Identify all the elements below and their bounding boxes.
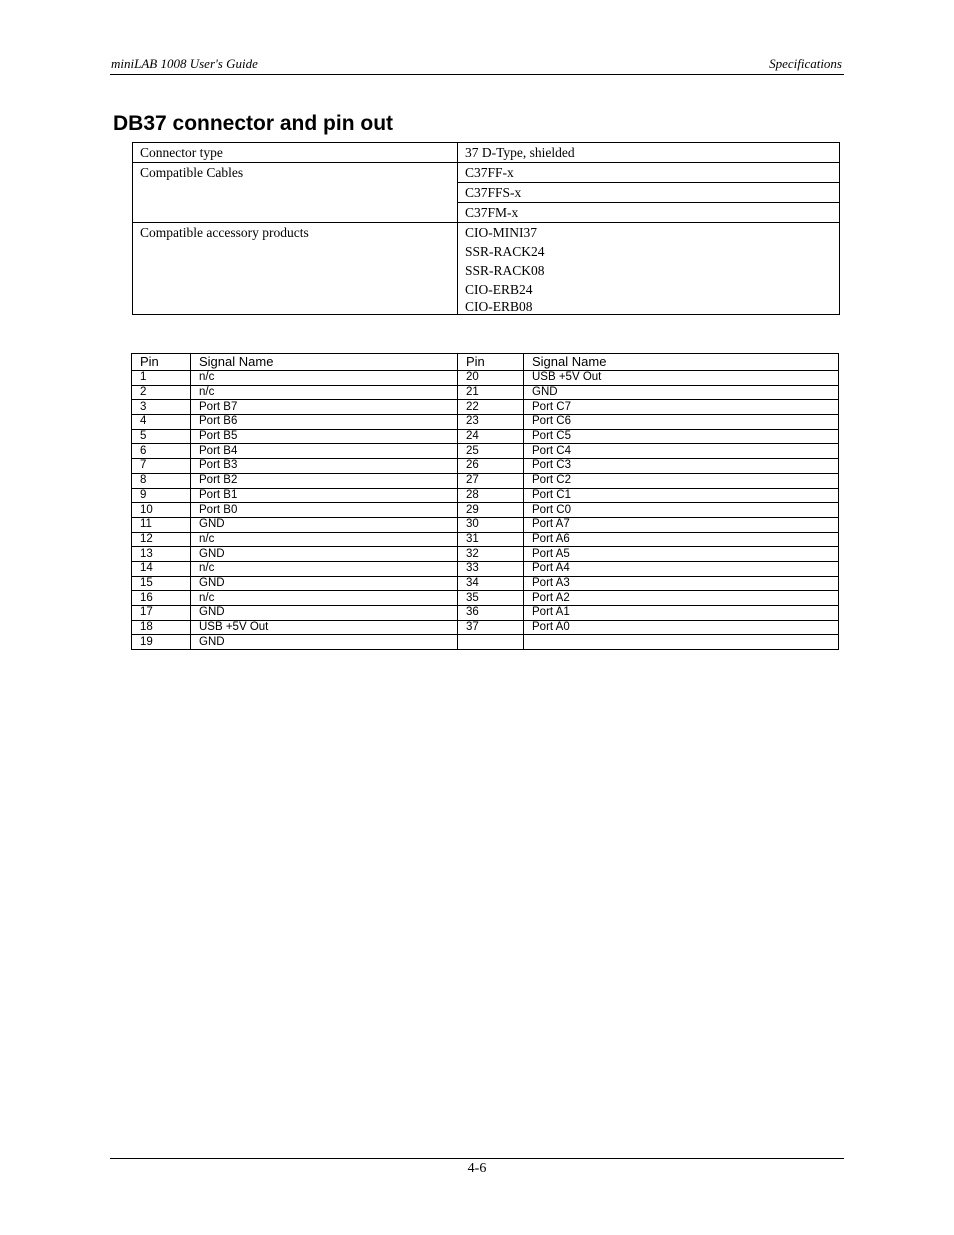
signal-name: Port C0 xyxy=(524,503,839,518)
pin-number: 32 xyxy=(458,547,524,562)
table-row xyxy=(132,503,839,518)
table-row xyxy=(132,547,839,562)
signal-name: Port C7 xyxy=(524,400,839,415)
pin-number: 35 xyxy=(458,591,524,606)
pin-number: 23 xyxy=(458,415,524,430)
table-row xyxy=(132,400,839,415)
signal-name: Port C2 xyxy=(524,473,839,488)
pin-number: 36 xyxy=(458,606,524,621)
pin-number: 31 xyxy=(458,532,524,547)
table-row xyxy=(132,635,839,650)
signal-name: Port A2 xyxy=(524,591,839,606)
signal-name: Port A0 xyxy=(524,620,839,635)
col-header-pin: Pin xyxy=(132,354,191,371)
pin-number: 34 xyxy=(458,576,524,591)
col-header-signal: Signal Name xyxy=(191,354,458,371)
pin-number: 25 xyxy=(458,444,524,459)
accessory-item: CIO-ERB08 xyxy=(465,299,533,314)
table-row xyxy=(132,576,839,591)
cable-value: C37FFS-x xyxy=(458,183,840,203)
signal-name: Port A6 xyxy=(524,532,839,547)
table-row xyxy=(132,488,839,503)
signal-name: Port B5 xyxy=(191,429,458,444)
header-guide-title: miniLAB 1008 User's Guide xyxy=(111,56,258,71)
signal-name: Port A5 xyxy=(524,547,839,562)
pin-number: 13 xyxy=(132,547,191,562)
signal-name: Port B0 xyxy=(191,503,458,518)
pin-number: 3 xyxy=(132,400,191,415)
accessory-item: CIO-MINI37 xyxy=(465,225,537,240)
accessory-item: SSR-RACK08 xyxy=(465,263,545,278)
signal-name: Port C3 xyxy=(524,459,839,474)
pin-number: 16 xyxy=(132,591,191,606)
signal-name: Port A4 xyxy=(524,561,839,576)
pin-number: 7 xyxy=(132,459,191,474)
signal-name: GND xyxy=(191,576,458,591)
pin-number: 18 xyxy=(132,620,191,635)
cable-value: C37FM-x xyxy=(458,203,840,223)
pin-number: 37 xyxy=(458,620,524,635)
table-row xyxy=(132,444,839,459)
pin-number: 21 xyxy=(458,385,524,400)
signal-name: Port B2 xyxy=(191,473,458,488)
pin-number: 5 xyxy=(132,429,191,444)
signal-name: Port B1 xyxy=(191,488,458,503)
page-footer xyxy=(110,1158,844,1177)
table-row xyxy=(132,591,839,606)
cable-value: C37FF-x xyxy=(458,163,840,183)
signal-name: USB +5V Out xyxy=(191,620,458,635)
signal-name: Port C1 xyxy=(524,488,839,503)
signal-name: Port A1 xyxy=(524,606,839,621)
table-row xyxy=(132,532,839,547)
signal-name: Port C4 xyxy=(524,444,839,459)
compatible-cables-label: Compatible Cables xyxy=(133,163,458,223)
table-row xyxy=(133,143,840,163)
pin-number xyxy=(458,635,524,650)
signal-name: Port C5 xyxy=(524,429,839,444)
pinout-body xyxy=(132,371,839,650)
pin-number: 6 xyxy=(132,444,191,459)
signal-name: Port A3 xyxy=(524,576,839,591)
pin-number: 33 xyxy=(458,561,524,576)
table-row xyxy=(132,415,839,430)
signal-name: Port B7 xyxy=(191,400,458,415)
signal-name: GND xyxy=(191,635,458,650)
section-title: DB37 connector and pin out xyxy=(113,112,394,135)
page-header xyxy=(110,55,844,75)
signal-name: n/c xyxy=(191,371,458,386)
pin-number: 28 xyxy=(458,488,524,503)
pin-number: 11 xyxy=(132,517,191,532)
signal-name: Port B4 xyxy=(191,444,458,459)
pin-number: 22 xyxy=(458,400,524,415)
pin-number: 30 xyxy=(458,517,524,532)
pin-number: 19 xyxy=(132,635,191,650)
pin-number: 20 xyxy=(458,371,524,386)
pin-number: 10 xyxy=(132,503,191,518)
connector-type-label: Connector type xyxy=(133,143,458,163)
signal-name: Port B3 xyxy=(191,459,458,474)
pin-number: 4 xyxy=(132,415,191,430)
connector-type-value: 37 D-Type, shielded xyxy=(458,143,840,163)
pin-number: 17 xyxy=(132,606,191,621)
pin-number: 24 xyxy=(458,429,524,444)
table-row xyxy=(132,371,839,386)
pin-number: 1 xyxy=(132,371,191,386)
signal-name: Port C6 xyxy=(524,415,839,430)
accessory-item: CIO-ERB24 xyxy=(465,282,533,297)
signal-name: n/c xyxy=(191,591,458,606)
table-header-row xyxy=(132,354,839,371)
table-row xyxy=(132,429,839,444)
table-row xyxy=(133,163,840,183)
pin-number: 2 xyxy=(132,385,191,400)
table-row xyxy=(132,459,839,474)
accessories-list xyxy=(458,223,840,315)
pin-number: 14 xyxy=(132,561,191,576)
pin-number: 9 xyxy=(132,488,191,503)
signal-name: n/c xyxy=(191,385,458,400)
pin-number: 29 xyxy=(458,503,524,518)
compatible-accessories-label: Compatible accessory products xyxy=(133,223,458,315)
signal-name: USB +5V Out xyxy=(524,371,839,386)
pin-number: 27 xyxy=(458,473,524,488)
connector-spec-table xyxy=(132,142,840,315)
accessory-item: SSR-RACK24 xyxy=(465,244,545,259)
pin-number: 12 xyxy=(132,532,191,547)
signal-name xyxy=(524,635,839,650)
col-header-signal: Signal Name xyxy=(524,354,839,371)
signal-name: GND xyxy=(191,547,458,562)
signal-name: n/c xyxy=(191,532,458,547)
table-row xyxy=(132,517,839,532)
signal-name: Port B6 xyxy=(191,415,458,430)
table-row xyxy=(132,473,839,488)
page-number: 4-6 xyxy=(467,1161,487,1176)
col-header-pin: Pin xyxy=(458,354,524,371)
pinout-table xyxy=(131,353,839,650)
signal-name: GND xyxy=(191,517,458,532)
table-row xyxy=(132,606,839,621)
table-row xyxy=(132,620,839,635)
table-row xyxy=(132,385,839,400)
signal-name: GND xyxy=(524,385,839,400)
signal-name: Port A7 xyxy=(524,517,839,532)
table-row xyxy=(132,561,839,576)
header-section: Specifications xyxy=(769,56,842,71)
signal-name: GND xyxy=(191,606,458,621)
table-row xyxy=(133,223,840,315)
pin-number: 26 xyxy=(458,459,524,474)
pin-number: 8 xyxy=(132,473,191,488)
pin-number: 15 xyxy=(132,576,191,591)
signal-name: n/c xyxy=(191,561,458,576)
